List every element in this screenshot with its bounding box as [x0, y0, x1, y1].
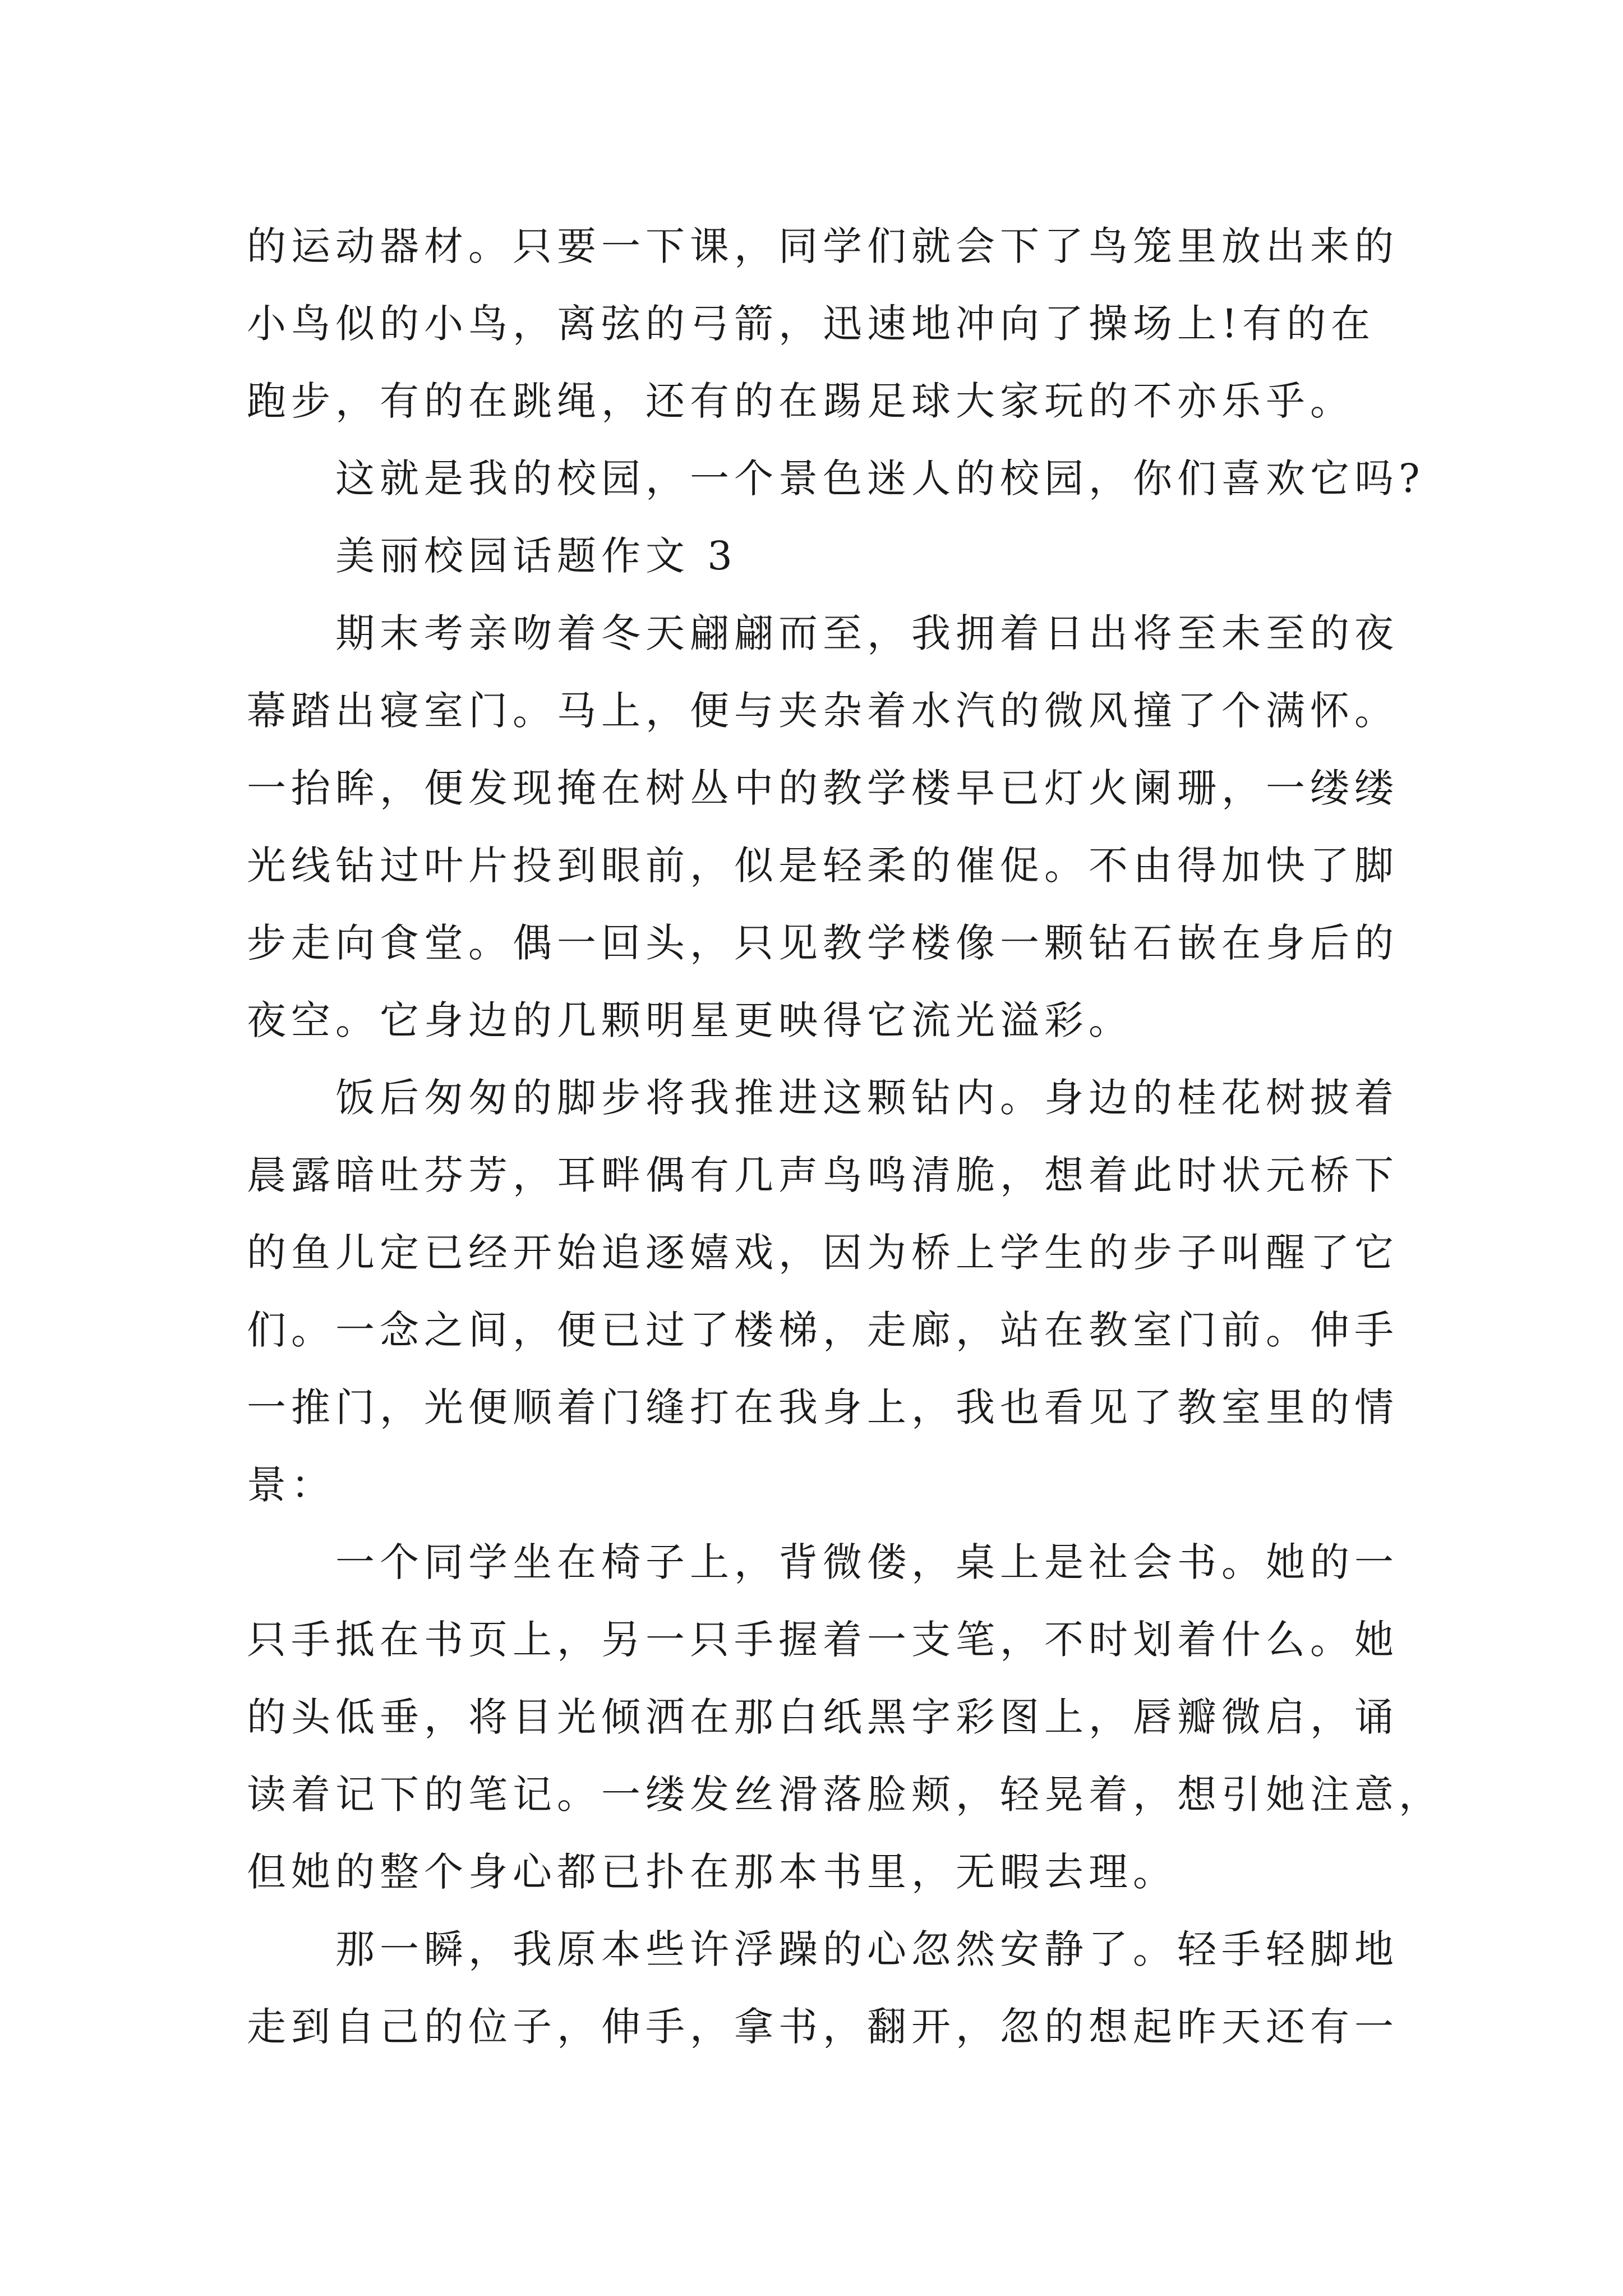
- paragraph-start-line: 那一瞬，我原本些许浮躁的心忽然安静了。轻手轻脚地: [335, 1926, 1399, 1972]
- text-line: 小鸟似的小鸟，离弦的弓箭，迅速地冲向了操场上!有的在: [247, 301, 1376, 347]
- paragraph-start-line: 这就是我的校园，一个景色迷人的校园，你们喜欢它吗?: [335, 455, 1425, 501]
- text-line: 的运动器材。只要一下课，同学们就会下了鸟笼里放出来的: [247, 223, 1399, 269]
- text-line: 走到自己的位子，伸手，拿书，翻开，忽的想起昨天还有一: [247, 2004, 1399, 2050]
- paragraph-start-line: 期末考亲吻着冬天翩翩而至，我拥着日出将至未至的夜: [335, 610, 1399, 656]
- text-line: 只手抵在书页上，另一只手握着一支笔，不时划着什么。她: [247, 1617, 1399, 1663]
- text-line: 的头低垂，将目光倾洒在那白纸黑字彩图上，唇瓣微启，诵: [247, 1694, 1399, 1740]
- text-line: 跑步，有的在跳绳，还有的在踢足球大家玩的不亦乐乎。: [247, 378, 1354, 424]
- text-line: 但她的整个身心都已扑在那本书里，无暇去理。: [247, 1849, 1177, 1895]
- text-line: 一抬眸，便发现掩在树丛中的教学楼早已灯火阑珊，一缕缕: [247, 765, 1399, 811]
- paragraph-start-line: 饭后匆匆的脚步将我推进这颗钻内。身边的桂花树披着: [335, 1075, 1399, 1121]
- text-line: 夜空。它身边的几颗明星更映得它流光溢彩。: [247, 997, 1133, 1043]
- text-line: 光线钻过叶片投到眼前，似是轻柔的催促。不由得加快了脚: [247, 843, 1399, 889]
- text-line: 晨露暗吐芬芳，耳畔偶有几声鸟鸣清脆，想着此时状元桥下: [247, 1152, 1399, 1198]
- text-line: 步走向食堂。偶一回头，只见教学楼像一颗钻石嵌在身后的: [247, 920, 1399, 966]
- text-line: 一推门，光便顺着门缝打在我身上，我也看见了教室里的情: [247, 1384, 1399, 1430]
- body-text: [247, 208, 1443, 2065]
- section-heading: 美丽校园话题作文 3: [335, 533, 737, 579]
- paragraph-start-line: 一个同学坐在椅子上，背微偻，桌上是社会书。她的一: [335, 1539, 1399, 1585]
- text-line: 读着记下的笔记。一缕发丝滑落脸颊，轻晃着，想引她注意，: [247, 1772, 1443, 1818]
- text-line: 景：: [247, 1462, 335, 1508]
- text-line: 的鱼儿定已经开始追逐嬉戏，因为桥上学生的步子叫醒了它: [247, 1230, 1399, 1276]
- text-line: 们。一念之间，便已过了楼梯，走廊，站在教室门前。伸手: [247, 1307, 1399, 1353]
- text-line: 幕踏出寝室门。马上，便与夹杂着水汽的微风撞了个满怀。: [247, 688, 1399, 734]
